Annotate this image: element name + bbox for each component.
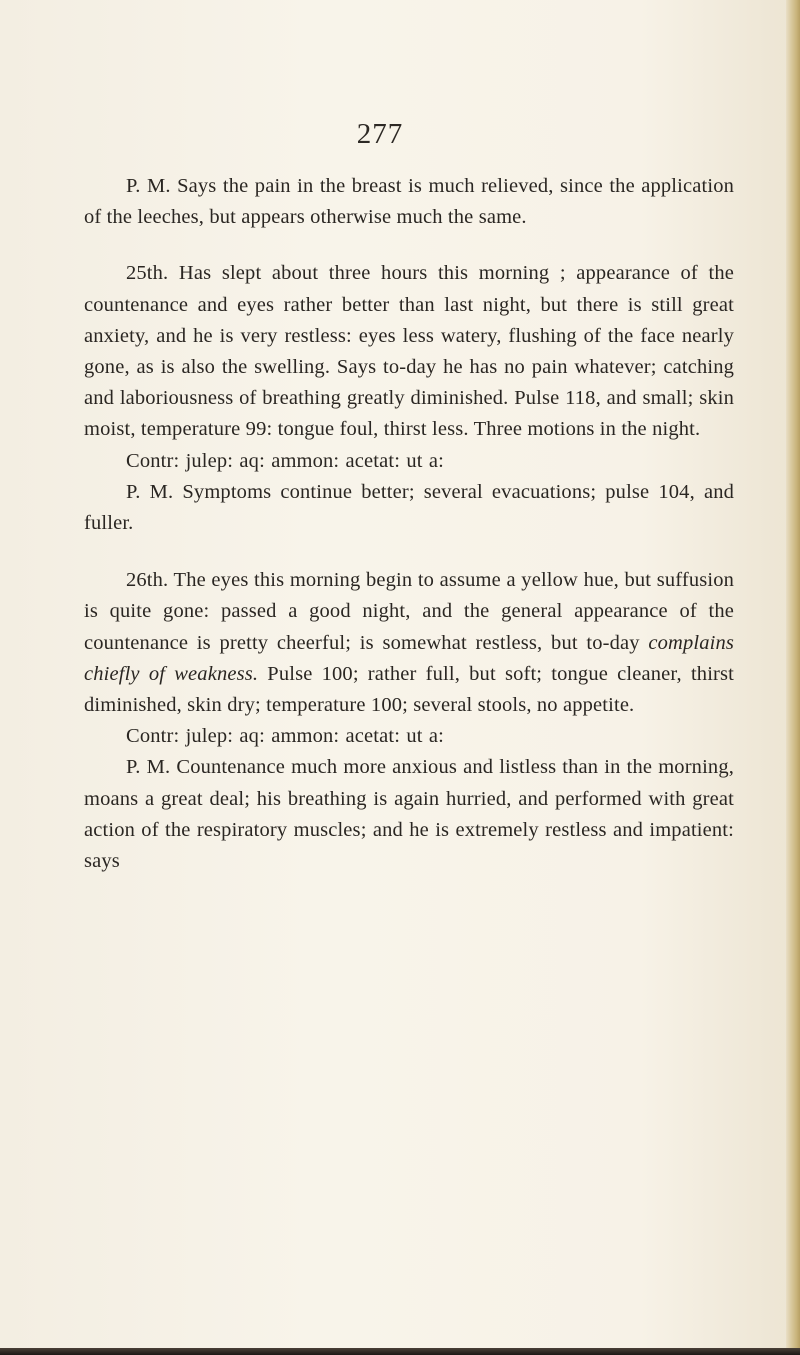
text-segment: P. M. Says the pain in the breast is much relieved, since the application of the leeches, but appears otherwise much the same. [84,175,734,229]
page-bottom-border [0,1348,800,1355]
prescription-line [84,721,734,752]
paragraph [84,171,734,233]
paragraph [84,477,734,539]
page-edge-shadow [786,0,800,1355]
text-segment: P. M. Symptoms continue better; several evacuations; pulse 104, and fuller. [84,480,734,535]
text-segment: 25th. Has slept about three hours this morning ; appearance of the countenance and eyes rather better than last night, but there is still great anxiety, and he is very restless: eyes less watery, flushing of the face nearly gone, as is also the swelling. Says to-day he has no pain whatever; catching and laboriousness of breathing greatly diminished. Pulse 118, and small; skin moist, temperature 99: tongue foul, thirst less. Three motions in the night. [84,262,734,441]
text-segment: Contr: julep: aq: ammon: acetat: ut a: [126,449,444,472]
text-segment: Contr: julep: aq: ammon: acetat: ut a: [126,725,444,748]
text-segment: Pulse 100; rather full, but soft; tongue cleaner, thirst diminished, skin dry; temperature 100; several stools, no appetite. [84,662,734,717]
text-segment: 26th. The eyes this morning begin to assume a yellow hue, but suffusion is quite gone: passed a good night, and the general appearance of the countenance is pretty cheerful; is somewhat restless, but to-day [84,569,734,654]
page-body [84,171,734,877]
text-segment: P. M. Countenance much more anxious and listless than in the morning, moans a great deal; his breathing is again hurried, and performed with great action of the respiratory muscles; and he is extremely restless and impatient: says [84,756,734,873]
italic-text: complains chiefly of weakness. [84,631,734,685]
paragraph [84,752,734,877]
paragraph [84,258,734,445]
prescription-line [84,446,734,477]
page-number: 277 [356,118,404,150]
paragraph [84,565,734,721]
